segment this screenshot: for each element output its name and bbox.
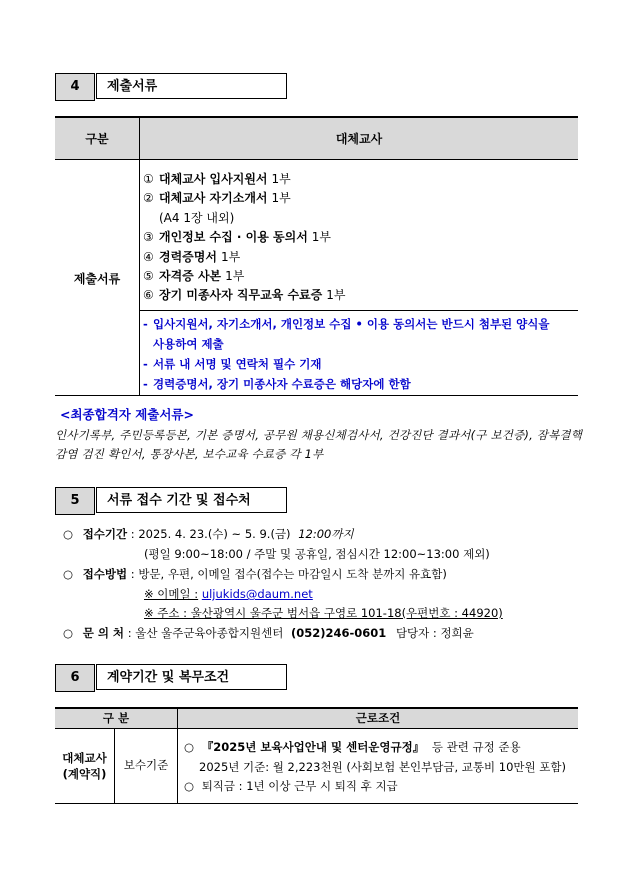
list-item: (A4 1장 내외) <box>159 210 235 225</box>
period-note: (평일 9:00~18:00 / 주말 및 공휴일, 점심시간 12:00~13:00 제외) <box>144 547 490 561</box>
row-label-substitute: 대체교사 (계약직) <box>62 751 107 781</box>
row-label-documents: 제출서류 <box>73 272 121 286</box>
col-header-conditions: 근로조건 <box>355 711 401 725</box>
col-header-substitute-teacher: 대체교사 <box>335 132 383 146</box>
list-item: ④ 경력증명서 1부 <box>143 249 241 264</box>
note-item-continued: 사용하여 제출 <box>153 337 224 351</box>
table-header-divider <box>55 159 578 160</box>
section-6-number: 6 <box>55 664 95 692</box>
pay-detail: 2025년 기준: 월 2,223천원 (사회보험 본인부담금, 교통비 10만원 포함) <box>199 760 566 774</box>
table-bottom-border <box>55 803 578 804</box>
email-link[interactable]: uljukids@daum.net <box>201 587 313 601</box>
final-documents-title: <최종합격자 제출서류> <box>60 407 194 422</box>
pay-item-2 <box>184 776 398 796</box>
email-line <box>144 584 313 604</box>
bullet-icon: ○ <box>63 527 74 541</box>
table-top-border <box>55 116 578 118</box>
pay-regulation: 『2025년 보육사업안내 및 센터운영규정』 <box>201 740 425 754</box>
period-label: 접수기간 <box>82 527 128 541</box>
contact-line: ○ 문 의 처 : 울산 울주군육아종합지원센터 (052)246-0601 담당자 : 정희윤 <box>63 626 474 640</box>
email-label: ※ 이메일 : <box>144 587 199 601</box>
table-header-divider <box>55 728 578 729</box>
document-list <box>143 170 345 306</box>
section-5-title: 서류 접수 기간 및 접수처 <box>96 487 287 513</box>
contact-label: 문 의 처 <box>82 626 125 640</box>
severance-text: 퇴직금 : 1년 이상 근무 시 퇴직 후 지급 <box>201 779 398 793</box>
note-item: - 입사지원서, 자기소개서, 개인정보 수집 • 이용 동의서는 반드시 첨부된 양식을 <box>143 317 550 331</box>
col-header-category: 구 분 <box>102 711 130 725</box>
list-item: ③ 개인정보 수집 · 이용 동의서 1부 <box>143 230 332 245</box>
table-column-divider <box>139 116 140 396</box>
list-item: ⑥ 장기 미종사자 직무교육 수료증 1부 <box>143 288 346 303</box>
method-label: 접수방법 <box>82 567 128 581</box>
table-top-border <box>55 707 578 709</box>
table-bottom-border <box>55 395 578 396</box>
period-value: 2025. 4. 23.(수) ~ 5. 9.(금) <box>138 527 291 541</box>
sub-label-pay: 보수기준 <box>123 758 169 772</box>
section-6-title: 계약기간 및 복무조건 <box>96 664 287 690</box>
contact-phone: (052)246-0601 <box>290 626 387 640</box>
bullet-icon: ○ <box>184 740 195 754</box>
table-inner-divider <box>139 310 578 311</box>
note-item: - 서류 내 서명 및 연락처 필수 기재 <box>143 357 322 371</box>
section-4-title: 제출서류 <box>96 73 287 99</box>
contact-person: 담당자 : 정희윤 <box>395 626 474 640</box>
bullet-icon: ○ <box>63 567 74 581</box>
list-item: ⑤ 자격증 사본 1부 <box>143 268 245 283</box>
contact-org: 울산 울주군육아종합지원센터 <box>135 626 284 640</box>
section-5-number: 5 <box>55 487 95 515</box>
pay-item-1 <box>184 737 521 757</box>
list-item: ① 대체교사 입사지원서 1부 <box>143 172 291 186</box>
final-documents-text: 인사기록부, 주민등록등본, 기본 증명서, 공무원 채용신체검사서, 건강진단 결과서(구 보건증), 잠복결핵감염 검진 확인서, 통장사본, 보수교육 수료증 각 1부 <box>55 428 583 461</box>
list-item: ② 대체교사 자기소개서 1부 <box>143 191 291 206</box>
bullet-icon: ○ <box>63 626 74 640</box>
method-line: ○ 접수방법 : 방문, 우편, 이메일 접수(접수는 마감일시 도착 분까지 유효함) <box>63 567 447 581</box>
period-line: ○ 접수기간 : 2025. 4. 23.(수) ~ 5. 9.(금) 12:00까지 <box>63 527 354 541</box>
bullet-icon: ○ <box>184 779 195 793</box>
pay-regulation-suffix: 등 관련 규정 준용 <box>431 740 521 754</box>
section-4-number: 4 <box>55 73 95 101</box>
note-item: - 경력증명서, 장기 미종사자 수료증은 해당자에 한함 <box>143 377 411 391</box>
submission-notes <box>143 314 550 394</box>
method-value: 방문, 우편, 이메일 접수(접수는 마감일시 도착 분까지 유효함) <box>138 567 447 581</box>
period-deadline: 12:00까지 <box>298 527 354 541</box>
col-header-category: 구분 <box>85 132 109 146</box>
address-line: ※ 주소 : 울산광역시 울주군 범서읍 구영로 101-18(우편번호 : 44920) <box>144 606 503 620</box>
